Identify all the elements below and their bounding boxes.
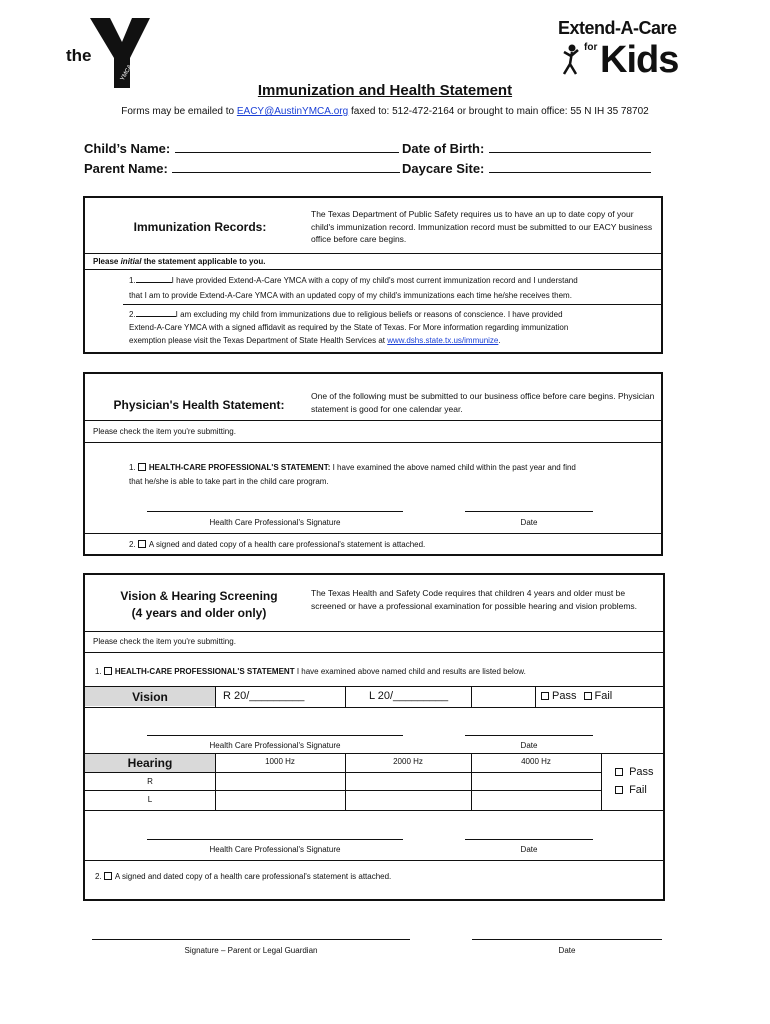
- checkbox-icon[interactable]: [615, 786, 623, 794]
- instruction-post: the statement applicable to you.: [141, 257, 266, 266]
- child-name-line[interactable]: [175, 140, 399, 153]
- hearing-pass-label: Pass: [629, 766, 654, 778]
- cell-border: [535, 687, 536, 707]
- immunization-item-1[interactable]: [129, 273, 659, 303]
- guardian-date-label: Date: [558, 946, 576, 955]
- ear-left-label: L: [147, 795, 153, 804]
- ear-right-label: R: [147, 777, 153, 786]
- vision-item-1[interactable]: [95, 667, 526, 676]
- physician-instruction: Please check the item you're submitting.: [93, 427, 236, 436]
- item-1-text: I have examined above named child and results are listed below.: [294, 667, 526, 676]
- parent-name-label: Parent Name:: [84, 161, 168, 176]
- physician-item-1[interactable]: [129, 461, 659, 489]
- item-2-text-end: .: [498, 336, 501, 345]
- parent-name-line[interactable]: [172, 160, 400, 173]
- email-link[interactable]: EACY@AustinYMCA.org: [236, 106, 349, 117]
- signature-label: Health Care Professional's Signature: [209, 741, 341, 750]
- signature-line[interactable]: [147, 511, 403, 512]
- freq-header-4000: 4000 Hz: [521, 757, 551, 766]
- hearing-pass-option[interactable]: [615, 766, 654, 778]
- hearing-label: Hearing: [127, 756, 173, 770]
- checkbox-icon[interactable]: [138, 463, 146, 471]
- item-2-text: A signed and dated copy of a health care professional's statement is attached.: [114, 872, 392, 881]
- item-1-line2: that he/she is able to take part in the child care program.: [129, 477, 329, 486]
- signature-label: Health Care Professional's Signature: [209, 518, 341, 527]
- item-1-number: 1.: [129, 463, 136, 472]
- divider: [85, 533, 661, 534]
- date-label: Date: [520, 518, 538, 527]
- checkbox-icon[interactable]: [615, 768, 623, 776]
- checkbox-icon[interactable]: [104, 872, 112, 880]
- ymca-small-text: YMCA: [119, 63, 134, 83]
- immunization-description: The Texas Department of Public Safety requires us to have an up to date copy of your child's immunization record. Immunization record must be submitted to our EACY business office before care begins.: [311, 209, 653, 244]
- instruction-pre: Please: [93, 257, 121, 266]
- freq-header-2000: 2000 Hz: [393, 757, 423, 766]
- guardian-signature-label: Signature – Parent or Legal Guardian: [184, 946, 318, 955]
- item-2-initial-line[interactable]: [136, 307, 176, 317]
- checkbox-icon[interactable]: [138, 540, 146, 548]
- ymca-logo: [60, 14, 155, 89]
- vision-description: The Texas Health and Safety Code requires that children 4 years and older must be screened or have a professional examination for possible hearing and vision problems.: [311, 588, 638, 611]
- divider: [85, 253, 661, 254]
- item-1-bold: HEALTH-CARE PROFESSIONAL'S STATEMENT: [114, 667, 295, 676]
- divider: [85, 652, 663, 653]
- item-2-text-line2: Extend-A-Care YMCA with a signed affidavit as required by the State of Texas. For More information regarding immunization: [129, 323, 569, 332]
- signature-label: Health Care Professional's Signature: [209, 845, 341, 854]
- child-name-label: Child’s Name:: [84, 141, 171, 156]
- date-line[interactable]: [465, 511, 593, 512]
- vision-pass-fail[interactable]: [541, 690, 612, 702]
- physician-title: Physician's Health Statement:: [113, 398, 285, 412]
- cell-border: [345, 754, 346, 810]
- item-1-initial-line[interactable]: [136, 273, 172, 283]
- vision-fail-label: Fail: [594, 690, 613, 702]
- submission-prefix: Forms may be emailed to: [121, 106, 237, 117]
- vision-title-line1: Vision & Hearing Screening: [120, 589, 278, 603]
- immunization-title: Immunization Records:: [133, 220, 267, 234]
- cell-border: [601, 754, 602, 810]
- item-1-text-line2: that I am to provide Extend-A-Care YMCA with an updated copy of my child's immunizations each time he/she receives them.: [129, 291, 572, 300]
- guardian-signature-line[interactable]: [92, 939, 410, 940]
- dob-line[interactable]: [489, 140, 651, 153]
- physician-description: One of the following must be submitted to our business office before care begins. Physician statement is good for one calendar year.: [311, 391, 655, 414]
- date-label: Date: [520, 741, 538, 750]
- submission-info: [0, 106, 770, 117]
- divider: [85, 442, 661, 443]
- signature-line[interactable]: [147, 735, 403, 736]
- freq-header-1000: 1000 Hz: [265, 757, 295, 766]
- page-title: Immunization and Health Statement: [257, 82, 513, 99]
- hearing-fail-label: Fail: [629, 784, 647, 796]
- date-line[interactable]: [465, 839, 593, 840]
- submission-suffix: faxed to: 512-472-2164 or brought to main office: 55 N IH 35 78702: [348, 106, 649, 117]
- item-1-text-line1: I have provided Extend-A-Care YMCA with a copy of my child's most current immunization record and I understand: [171, 276, 578, 285]
- dob-label: Date of Birth:: [402, 141, 485, 156]
- dob-field[interactable]: [402, 140, 662, 158]
- date-line[interactable]: [465, 735, 593, 736]
- vision-hearing-section: [83, 573, 665, 901]
- divider: [85, 772, 601, 773]
- eac-title-text: Extend-A-Care: [558, 18, 677, 38]
- eac-kids-text: Kids: [600, 39, 679, 81]
- checkbox-icon[interactable]: [541, 692, 549, 700]
- item-2-text-line3: exemption please visit the Texas Department of State Health Services at: [129, 336, 388, 345]
- divider: [85, 269, 661, 270]
- item-1-number: 1.: [95, 667, 102, 676]
- eac-for-text: for: [584, 42, 598, 53]
- item-2-number: 2.: [129, 310, 136, 319]
- divider: [123, 304, 661, 305]
- divider: [85, 860, 663, 861]
- child-name-field[interactable]: [84, 140, 400, 158]
- daycare-line[interactable]: [489, 160, 651, 173]
- item-2-number: 2.: [95, 872, 102, 881]
- daycare-label: Daycare Site:: [402, 161, 485, 176]
- checkbox-icon[interactable]: [104, 667, 112, 675]
- extend-a-care-logo: [556, 18, 696, 86]
- hearing-fail-option[interactable]: [615, 784, 647, 796]
- vision-left-eye[interactable]: L 20/_________: [369, 690, 449, 702]
- cell-border: [215, 754, 216, 810]
- immunization-section: [83, 196, 663, 354]
- parent-name-field[interactable]: [84, 160, 404, 178]
- cell-border: [345, 687, 346, 707]
- divider: [85, 420, 661, 421]
- dshs-link[interactable]: www.dshs.state.tx.us/immunize: [387, 336, 499, 345]
- item-1-number: 1.: [129, 276, 136, 285]
- ymca-the-text: the: [66, 46, 92, 65]
- vision-title-line2: (4 years and older only): [131, 606, 267, 620]
- item-1-text: I have examined the above named child within the past year and find: [330, 463, 576, 472]
- item-2-number: 2.: [129, 540, 136, 549]
- instruction-emphasis: initial: [120, 257, 142, 266]
- checkbox-icon[interactable]: [584, 692, 592, 700]
- item-2-text-line1: I am excluding my child from immunizations due to religious beliefs or reasons of conscience. I have provided: [175, 310, 563, 319]
- signature-line[interactable]: [147, 839, 403, 840]
- guardian-date-line[interactable]: [472, 939, 662, 940]
- physician-item-2[interactable]: [129, 540, 425, 549]
- divider: [85, 707, 663, 708]
- divider: [85, 790, 601, 791]
- immunization-item-2[interactable]: [129, 307, 669, 347]
- item-2-text: A signed and dated copy of a health care professional's statement is attached.: [148, 540, 426, 549]
- date-label: Date: [520, 845, 538, 854]
- vision-label: Vision: [132, 690, 168, 704]
- immunization-instruction: [93, 257, 266, 266]
- physician-section: [83, 372, 663, 556]
- divider: [85, 810, 663, 811]
- vision-pass-label: Pass: [552, 690, 577, 702]
- vision-right-eye[interactable]: R 20/_________: [223, 690, 305, 702]
- vision-instruction: Please check the item you're submitting.: [93, 637, 236, 646]
- cell-border: [471, 687, 472, 707]
- cell-border: [215, 687, 216, 707]
- climber-icon: [560, 44, 582, 78]
- vision-item-2[interactable]: [95, 872, 391, 881]
- item-1-bold: HEALTH-CARE PROFESSIONAL'S STATEMENT:: [148, 463, 331, 472]
- divider: [85, 631, 663, 632]
- cell-border: [471, 754, 472, 810]
- daycare-field[interactable]: [402, 160, 662, 178]
